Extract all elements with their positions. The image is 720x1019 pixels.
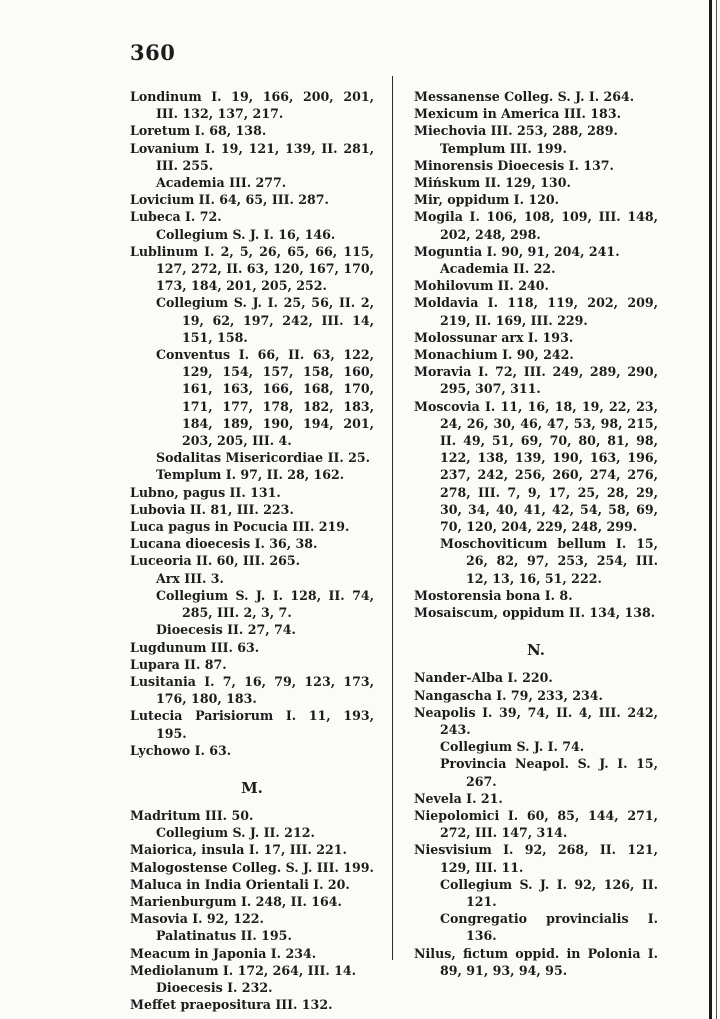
index-subentry: Dioecesis II. 27, 74.	[156, 622, 296, 638]
left-column	[130, 88, 374, 1013]
index-entry: Mexicum in America III. 183.	[414, 106, 621, 122]
index-subentry: Collegium S. J. I. 128, II. 74, 285, III. 2, 3, 7.	[156, 587, 374, 621]
index-entry: Marienburgum I. 248, II. 164.	[130, 893, 342, 909]
index-entry: Mińskum II. 129, 130.	[414, 175, 571, 191]
index-subentry: Collegium S. J. I. 25, 56, II. 2, 19, 62, 197, 242, III. 14, 151, 158.	[156, 295, 374, 345]
index-subentry: Provincia Neapol. S. J. I. 15, 267.	[440, 756, 658, 789]
index-entry: Minorensis Dioecesis I. 137.	[414, 157, 614, 173]
index-subentry: Dioecesis I. 232.	[156, 979, 273, 995]
page-number: 360	[130, 40, 176, 65]
index-entry: Masovia I. 92, 122.	[130, 911, 264, 927]
index-subentry: Academia II. 22.	[440, 261, 556, 277]
page-edge-line	[716, 0, 717, 1019]
index-subentry: Palatinatus II. 195.	[156, 928, 292, 944]
index-entry: Meacum in Japonia I. 234.	[130, 945, 317, 961]
index-entry: Lupara II. 87.	[130, 656, 227, 672]
index-subentry: Arx III. 3.	[156, 570, 224, 586]
index-entry: Lublinum I. 2, 5, 26, 65, 66, 115, 127, 272, II. 63, 120, 167, 170, 173, 184, 201, 205, 252.	[130, 243, 374, 294]
section-heading: N.	[527, 641, 545, 660]
index-subentry: Congregatio provincialis I. 136.	[440, 911, 658, 944]
index-entry: Nevela I. 21.	[414, 790, 503, 806]
index-entry: Lovanium I. 19, 121, 139, II. 281, III. 255.	[130, 140, 374, 173]
index-entry: Loretum I. 68, 138.	[130, 123, 267, 139]
index-entry: Maluca in India Orientali I. 20.	[130, 876, 350, 892]
index-entry: Londinum I. 19, 166, 200, 201, III. 132, 137, 217.	[130, 89, 374, 122]
index-entry: Luceoria II. 60, III. 265.	[130, 553, 301, 569]
index-entry: Mogila I. 106, 108, 109, III. 148, 202, 248, 298.	[414, 209, 658, 242]
index-entry: Moscovia I. 11, 16, 18, 19, 22, 23, 24, 26, 30, 46, 47, 53, 98, 215, II. 49, 51, 69, 70, 80, 81, 98, 122, 138, 139, 190, 163, 196, 237, 242, 256, 260, 274, 276, 278, III. 7, 9, 17, 25, 28, 29, 30, 34, 40, 41, 42, 54, 58, 69, 70, 120, 204, 229, 248, 299.	[414, 398, 658, 535]
index-entry: Molossunar arx I. 193.	[414, 329, 574, 345]
index-entry: Lubovia II. 81, III. 223.	[130, 501, 294, 517]
column-divider	[392, 76, 393, 960]
index-entry: Niesvisium I. 92, 268, II. 121, 129, III. 11.	[414, 842, 658, 875]
index-subentry: Academia III. 277.	[156, 175, 287, 191]
index-entry: Niepolomici I. 60, 85, 144, 271, 272, III. 147, 314.	[414, 807, 658, 841]
index-entry: Maiorica, insula I. 17, III. 221.	[130, 842, 347, 858]
index-entry: Luca pagus in Pocucia III. 219.	[130, 519, 350, 535]
index-subentry: Templum III. 199.	[440, 140, 567, 156]
index-subentry: Conventus I. 66, II. 63, 122, 129, 154, 157, 158, 160, 161, 163, 166, 168, 170, 171, 177, 178, 182, 183, 184, 189, 190, 194, 201, 203, 205, III. 4.	[156, 347, 374, 449]
index-entry: Mir, oppidum I. 120.	[414, 192, 560, 208]
index-subentry: Templum I. 97, II. 28, 162.	[156, 467, 345, 483]
index-entry: Moguntia I. 90, 91, 204, 241.	[414, 243, 620, 259]
index-entry: Lutecia Parisiorum I. 11, 193, 195.	[130, 708, 374, 741]
index-entry: Lubeca I. 72.	[130, 209, 222, 225]
index-entry: Lusitania I. 7, 16, 79, 123, 173, 176, 180, 183.	[130, 673, 374, 707]
index-entry: Madritum III. 50.	[130, 807, 254, 823]
index-entry: Meffet praepositura III. 132.	[130, 997, 333, 1013]
index-entry: Neapolis I. 39, 74, II. 4, III. 242, 243.	[414, 704, 658, 737]
index-entry: Lychowo I. 63.	[130, 742, 232, 758]
index-entry: Miechovia III. 253, 288, 289.	[414, 123, 618, 139]
index-entry: Mostorensia bona I. 8.	[414, 587, 573, 603]
index-entry: Nilus, fictum oppid. in Polonia I. 89, 91, 93, 94, 95.	[414, 945, 658, 978]
index-entry: Lugdunum III. 63.	[130, 639, 260, 655]
index-entry: Mohilovum II. 240.	[414, 278, 549, 294]
index-subentry: Sodalitas Misericordiae II. 25.	[156, 450, 371, 466]
index-entry: Moravia I. 72, III. 249, 289, 290, 295, 307, 311.	[414, 364, 658, 397]
index-entry: Lovicium II. 64, 65, III. 287.	[130, 192, 329, 208]
index-entry: Malogostense Colleg. S. J. III. 199.	[130, 859, 374, 875]
index-entry: Mosaiscum, oppidum II. 134, 138.	[414, 605, 656, 621]
index-entry: Monachium I. 90, 242.	[414, 347, 574, 363]
index-subentry: Collegium S. J. I. 74.	[440, 739, 585, 755]
section-heading: M.	[241, 778, 263, 797]
index-entry: Mediolanum I. 172, 264, III. 14.	[130, 962, 357, 978]
index-subentry: Collegium S. J. I. 16, 146.	[156, 226, 336, 242]
index-entry: Nangascha I. 79, 233, 234.	[414, 687, 603, 703]
index-entry: Messanense Colleg. S. J. I. 264.	[414, 89, 635, 104]
right-column	[414, 88, 658, 979]
index-subentry: Collegium S. J. I. 92, 126, II. 121.	[440, 876, 658, 909]
index-entry: Nander-Alba I. 220.	[414, 670, 553, 686]
page-edge-shadow	[709, 0, 712, 1019]
index-entry: Lucana dioecesis I. 36, 38.	[130, 536, 318, 552]
index-entry: Lubno, pagus II. 131.	[130, 484, 281, 500]
index-subentry: Collegium S. J. II. 212.	[156, 825, 315, 841]
index-subentry: Moschoviticum bellum I. 15, 26, 82, 97, 253, 254, III. 12, 13, 16, 51, 222.	[440, 536, 658, 586]
index-entry: Moldavia I. 118, 119, 202, 209, 219, II. 169, III. 229.	[414, 295, 658, 328]
